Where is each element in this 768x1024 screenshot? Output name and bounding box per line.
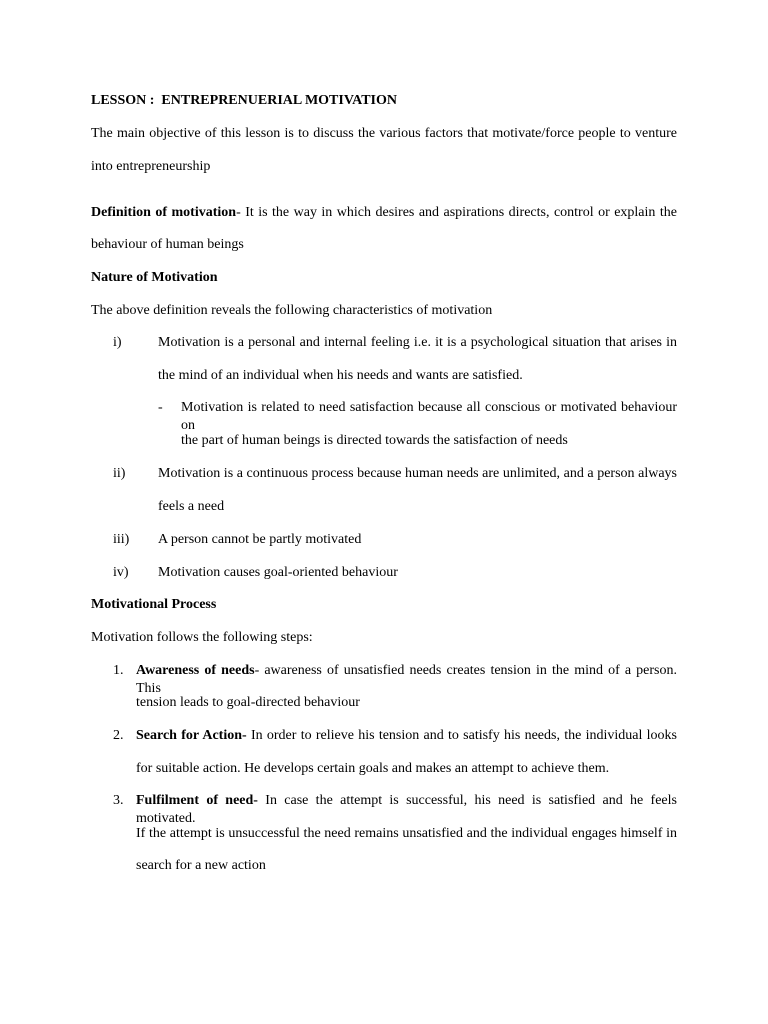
process-step-text: - awareness of unsatisfied needs creates tension in the mind of a person. This xyxy=(136,663,677,696)
nature-item-line: Motivation causes goal-oriented behaviour xyxy=(158,565,398,580)
definition-line-2: behaviour of human beings xyxy=(91,237,244,252)
nature-item-marker: ii) xyxy=(113,466,126,481)
nature-item-line: the mind of an individual when his needs and wants are satisfied. xyxy=(158,368,523,383)
intro-line-1: The main objective of this lesson is to discuss the various factors that motivate/force people to venture xyxy=(91,126,677,141)
nature-item-marker: iii) xyxy=(113,532,130,547)
process-step-term: Fulfilment of need- xyxy=(136,793,258,808)
nature-heading-text: Nature of Motivation xyxy=(91,270,218,285)
nature-heading xyxy=(91,269,218,287)
nature-item-marker: iv) xyxy=(113,565,129,580)
process-step-text: In case the attempt is successful, his need is satisfied and he feels motivated. xyxy=(136,793,681,826)
process-heading-text: Motivational Process xyxy=(91,597,217,612)
process-step-line xyxy=(136,727,677,745)
nature-item-line: feels a need xyxy=(158,499,225,514)
nature-lead: The above definition reveals the following characteristics of motivation xyxy=(91,303,493,318)
process-step-marker: 1. xyxy=(113,663,124,678)
definition-text: - It is the way in which desires and aspirations directs, control or explain the xyxy=(236,205,677,220)
nature-item-line: Motivation is a continuous process because human needs are unlimited, and a person always xyxy=(158,466,677,481)
process-step-marker: 3. xyxy=(113,793,124,808)
process-step-term: Awareness of needs xyxy=(136,663,255,678)
process-step-line xyxy=(136,792,681,828)
nature-item-line: Motivation is a personal and internal feeling i.e. it is a psychological situation that arises in xyxy=(158,335,677,350)
process-step-line: tension leads to goal-directed behaviour xyxy=(136,695,360,710)
process-step-line: If the attempt is unsuccessful the need remains unsatisfied and the individual engages himself in xyxy=(136,826,677,841)
process-step-marker: 2. xyxy=(113,728,124,743)
process-step-term: Search for Action- xyxy=(136,728,247,743)
nature-item-marker: i) xyxy=(113,335,122,350)
process-step-line: search for a new action xyxy=(136,858,266,873)
sub-bullet-marker: - xyxy=(158,400,163,415)
lesson-title xyxy=(91,92,397,110)
process-step-line xyxy=(136,662,677,698)
intro-line-2: into entrepreneurship xyxy=(91,159,211,174)
process-step-text: In order to relieve his tension and to satisfy his needs, the individual looks xyxy=(246,728,677,743)
definition-line-1 xyxy=(91,204,677,222)
sub-bullet-line: the part of human beings is directed towards the satisfaction of needs xyxy=(181,433,568,448)
lesson-title-text: LESSON : ENTREPRENUERIAL MOTIVATION xyxy=(91,93,397,108)
definition-term: Definition of motivation xyxy=(91,205,237,220)
process-heading xyxy=(91,596,216,614)
nature-item-line: A person cannot be partly motivated xyxy=(158,532,362,547)
sub-bullet-line: Motivation is related to need satisfaction because all conscious or motivated behaviour on xyxy=(181,400,677,433)
process-lead: Motivation follows the following steps: xyxy=(91,630,313,645)
process-step-line: for suitable action. He develops certain goals and makes an attempt to achieve them. xyxy=(136,761,610,776)
